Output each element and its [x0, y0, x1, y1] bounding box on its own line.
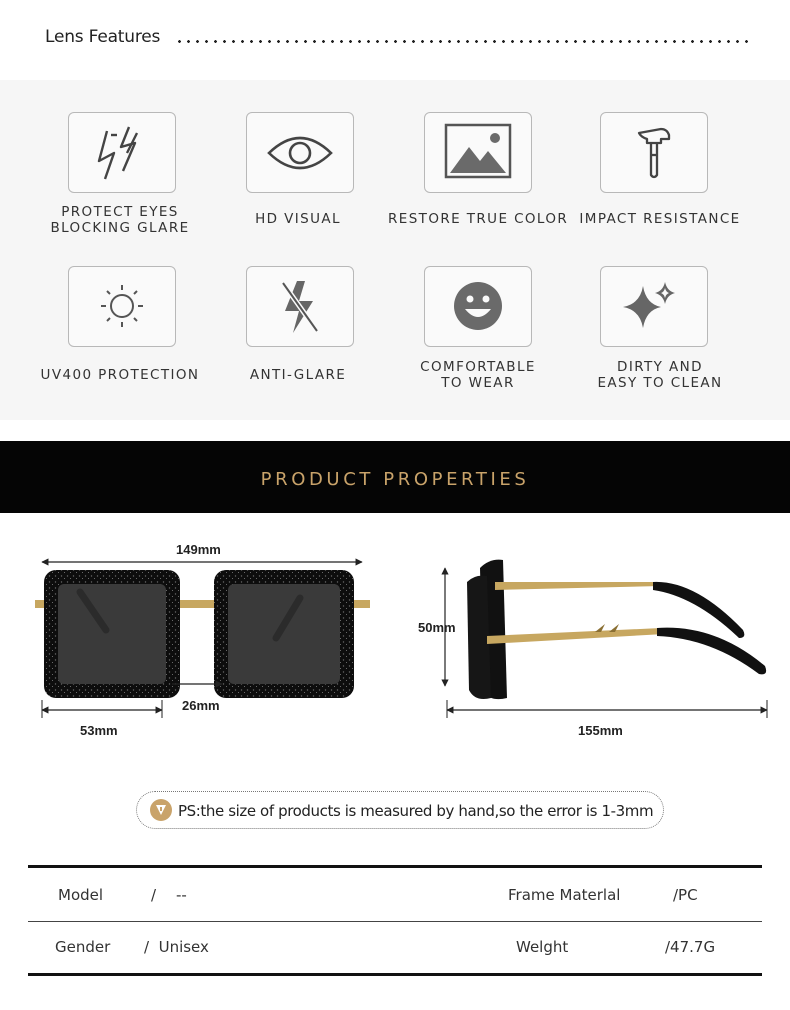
sparkle-icon — [600, 266, 708, 347]
spec-model-sep: / — [151, 886, 157, 904]
note-text: PS:the size of products is measured by hand,so the error is 1-3mm — [178, 802, 654, 820]
sun-icon — [68, 266, 176, 347]
banner-title: PRODUCT PROPERTIES — [260, 469, 530, 490]
spec-model-label: Model — [58, 886, 104, 904]
anti-glare-icon — [246, 266, 354, 347]
warning-icon — [150, 799, 172, 821]
feature-label: DIRTY AND — [617, 359, 703, 375]
glasses-side-diagram — [395, 520, 790, 750]
feature-label: HD VISUAL — [255, 211, 341, 227]
feature-label: TO WEAR — [441, 375, 515, 391]
dim-lens-width: 53mm — [80, 723, 118, 738]
hammer-icon — [600, 112, 708, 193]
feature-label: COMFORTABLE — [420, 359, 536, 375]
table-mid-rule — [28, 921, 762, 922]
lightning-icon — [68, 112, 176, 193]
spec-frame-value: /PC — [673, 886, 698, 904]
feature-label: ANTI-GLARE — [249, 367, 347, 383]
feature-label: EASY TO CLEAN — [597, 375, 723, 391]
dim-lens-height: 50mm — [418, 620, 456, 635]
features-panel — [0, 80, 790, 420]
spec-frame-label: Frame Materlal — [508, 886, 621, 904]
dim-bridge: 26mm — [182, 698, 220, 713]
spec-gender-value: / Unisex — [144, 938, 209, 956]
section-title: Lens Features — [45, 27, 161, 47]
product-properties-banner — [0, 441, 790, 513]
feature-label: UV400 PROTECTION — [40, 367, 200, 383]
smiley-icon — [424, 266, 532, 347]
dim-temple-length: 155mm — [578, 723, 623, 738]
lens-features-header — [0, 0, 790, 80]
spec-weight-value: /47.7G — [665, 938, 716, 956]
spec-model-value: -- — [176, 886, 187, 904]
dim-total-width: 149mm — [176, 542, 221, 557]
feature-label: IMPACT RESISTANCE — [579, 211, 741, 227]
feature-label: BLOCKING GLARE — [50, 220, 190, 236]
spec-gender-label: Gender — [55, 938, 111, 956]
table-bottom-rule — [28, 973, 762, 976]
spec-weight-label: Welght — [516, 938, 569, 956]
feature-label: RESTORE TRUE COLOR — [388, 211, 569, 227]
image-icon — [424, 112, 532, 193]
dotted-leader — [175, 40, 753, 43]
feature-label: PROTECT EYES — [61, 204, 179, 220]
eye-icon — [246, 112, 354, 193]
measurement-note — [136, 791, 664, 829]
table-top-rule — [28, 865, 762, 868]
